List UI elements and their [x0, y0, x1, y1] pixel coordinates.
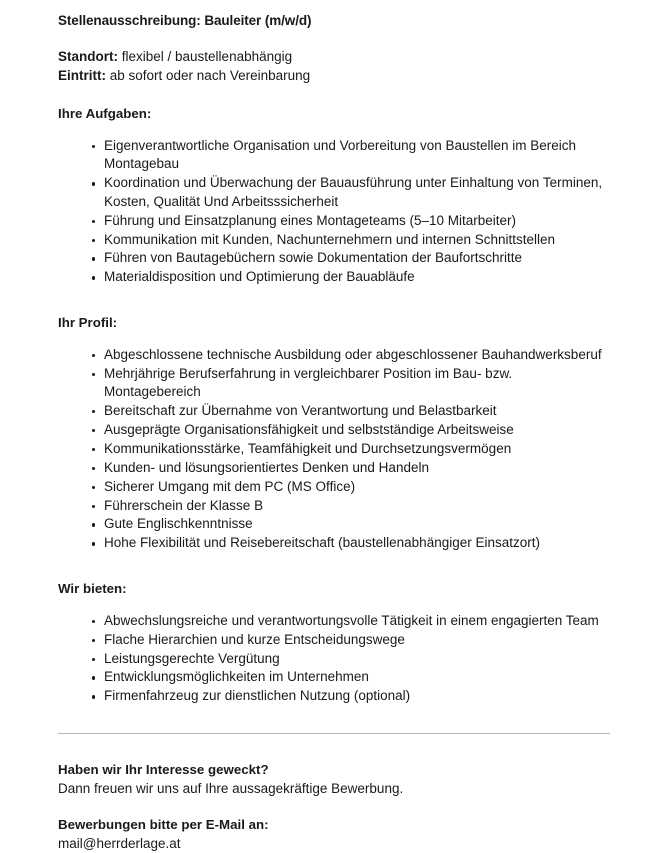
- list-item: Koordination und Überwachung der Bauausführung unter Einhaltung von Terminen, Kosten, Qualität Und Arbeitsssicherheit: [58, 174, 610, 211]
- list-item: Sicherer Umgang mit dem PC (MS Office): [58, 478, 610, 496]
- meta-label-eintritt: Eintritt:: [58, 68, 106, 83]
- list-item: Kommunikation mit Kunden, Nachunternehmern und internen Schnittstellen: [58, 231, 610, 249]
- list-item: Kunden- und lösungsorientiertes Denken und Handeln: [58, 459, 610, 477]
- meta-value-eintritt: ab sofort oder nach Vereinbarung: [106, 68, 311, 83]
- list-item: Flache Hierarchien und kurze Entscheidungswege: [58, 631, 610, 649]
- section-heading-wir-bieten: Wir bieten:: [58, 580, 127, 596]
- application-heading: Bewerbungen bitte per E-Mail an:: [58, 816, 269, 832]
- list-item: Firmenfahrzeug zur dienstlichen Nutzung (optional): [58, 687, 610, 705]
- meta-label-standort: Standort:: [58, 49, 118, 64]
- list-item: Materialdisposition und Optimierung der Bauabläufe: [58, 268, 610, 286]
- list-item: Entwicklungsmöglichkeiten im Unternehmen: [58, 668, 610, 686]
- list-item: Führen von Bautagebüchern sowie Dokumentation der Baufortschritte: [58, 249, 610, 267]
- bullet-list-wir-bieten: [58, 612, 610, 706]
- footer-spacer: [58, 798, 610, 815]
- interest-heading: Haben wir Ihr Interesse geweckt?: [58, 761, 269, 777]
- list-item: Kommunikationsstärke, Teamfähigkeit und Durchsetzungsvermögen: [58, 440, 610, 458]
- list-item: Mehrjährige Berufserfahrung in vergleichbarer Position im Bau- bzw. Montagebereich: [58, 365, 610, 402]
- section-heading-aufgaben: Ihre Aufgaben:: [58, 106, 152, 121]
- section-profil: [58, 314, 610, 553]
- section-heading-profil: Ihr Profil:: [58, 314, 118, 330]
- page-title: Stellenausschreibung: Bauleiter (m/w/d): [58, 13, 312, 28]
- list-item: Leistungsgerechte Vergütung: [58, 650, 610, 668]
- meta-line-eintritt: [58, 66, 610, 85]
- section-aufgaben: [58, 105, 610, 287]
- application-email[interactable]: mail@herrderlage.at: [58, 835, 181, 851]
- list-item: Hohe Flexibilität und Reisebereitschaft (baustellenabhängiger Einsatzort): [58, 534, 610, 552]
- section-divider: [58, 733, 610, 734]
- meta-line-standort: [58, 47, 610, 66]
- list-item: Eigenverantwortliche Organisation und Vorbereitung von Baustellen im Bereich Montagebau: [58, 137, 610, 174]
- footer-block: [58, 760, 610, 853]
- section-wir-bieten: [58, 580, 610, 706]
- list-item: Ausgeprägte Organisationsfähigkeit und selbstständige Arbeitsweise: [58, 421, 610, 439]
- list-item: Führung und Einsatzplanung eines Montageteams (5–10 Mitarbeiter): [58, 212, 610, 230]
- list-item: Abgeschlossene technische Ausbildung oder abgeschlossener Bauhandwerksberuf: [58, 346, 610, 364]
- list-item: Abwechslungsreiche und verantwortungsvolle Tätigkeit in einem engagierten Team: [58, 612, 610, 630]
- list-item: Führerschein der Klasse B: [58, 497, 610, 515]
- bullet-list-profil: [58, 346, 610, 553]
- interest-text: Dann freuen wir uns auf Ihre aussagekräftige Bewerbung.: [58, 780, 404, 796]
- bullet-list-aufgaben: [58, 137, 610, 287]
- list-item: Bereitschaft zur Übernahme von Verantwortung und Belastbarkeit: [58, 402, 610, 420]
- meta-value-standort: flexibel / baustellenabhängig: [118, 49, 293, 64]
- meta-block: [58, 47, 610, 85]
- list-item: Gute Englischkenntnisse: [58, 515, 610, 533]
